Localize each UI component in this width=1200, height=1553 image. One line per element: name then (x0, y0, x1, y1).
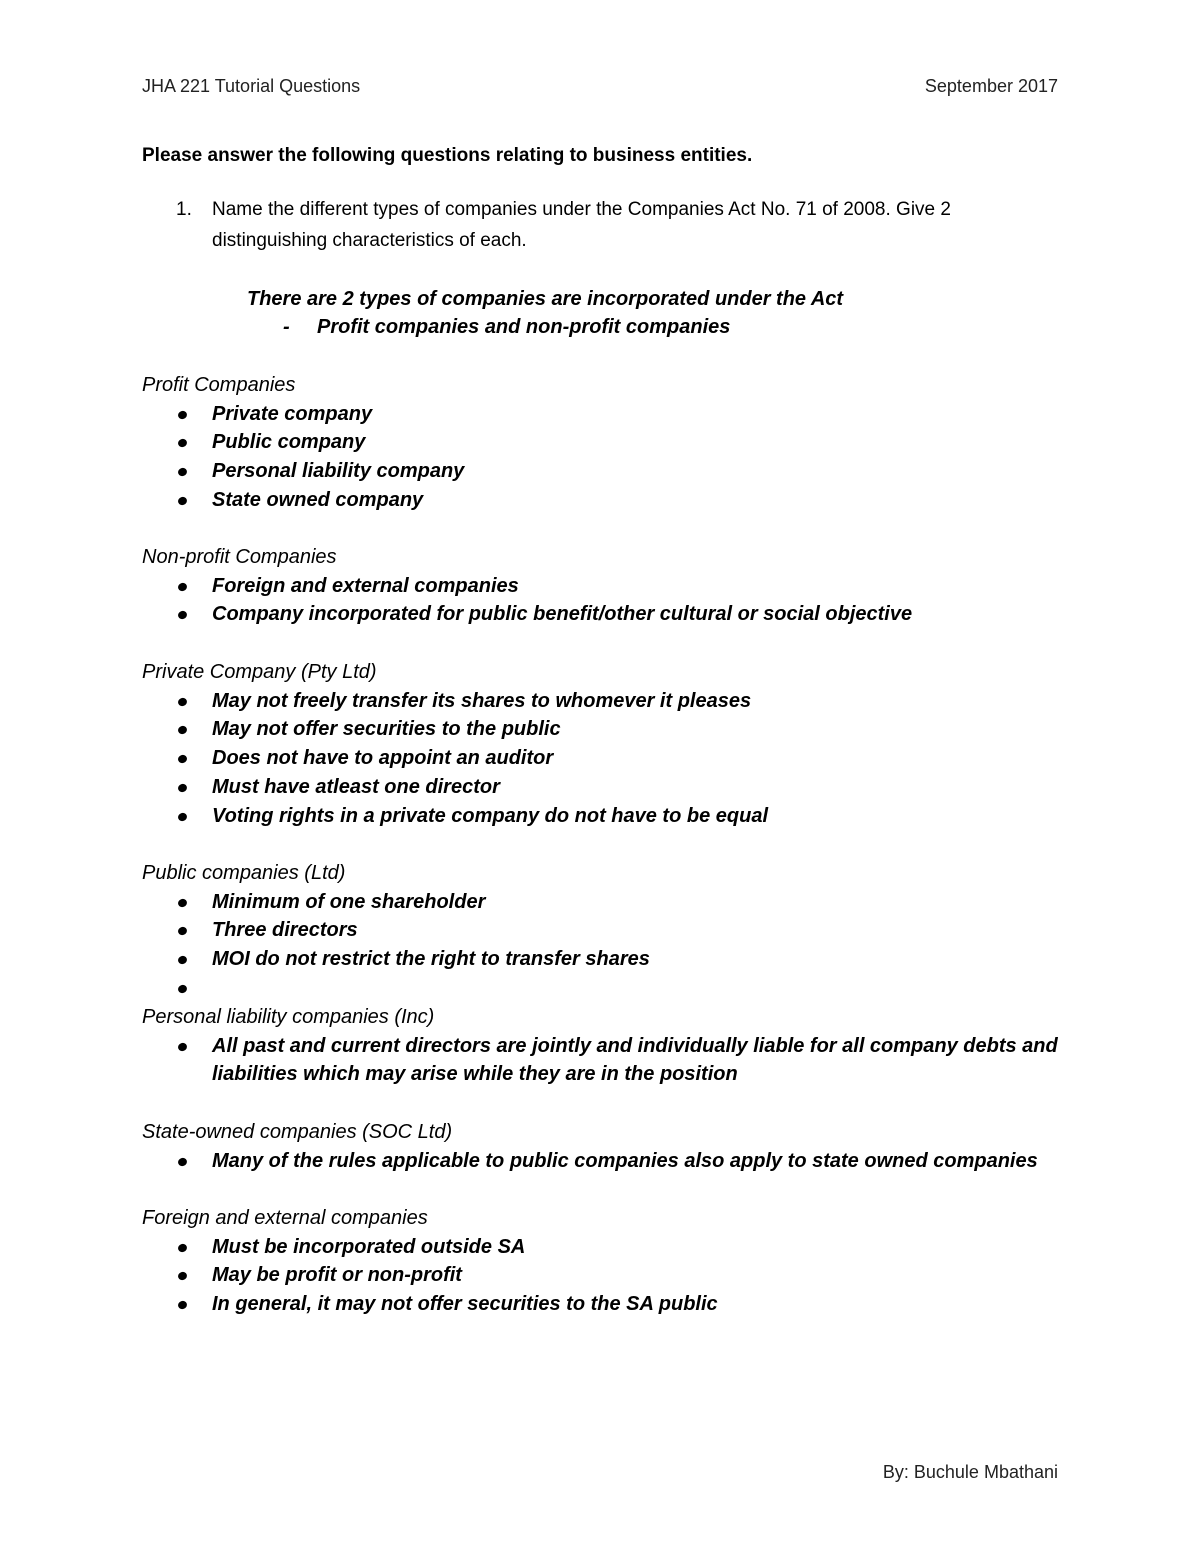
list-item: Voting rights in a private company do not have to be equal (142, 802, 1072, 831)
question-number: 1. (176, 199, 192, 220)
list-item (142, 974, 1072, 1003)
list-item: Company incorporated for public benefit/other cultural or social objective (142, 600, 1072, 629)
section-title: Profit Companies (142, 374, 296, 396)
bullet-list (142, 400, 1072, 515)
bullet-icon (177, 754, 188, 765)
list-item: May not freely transfer its shares to whomever it pleases (142, 687, 1072, 716)
bullet-list (142, 1233, 1072, 1319)
list-item: Foreign and external companies (142, 572, 1072, 601)
bullet-icon (177, 1041, 188, 1052)
list-item: Minimum of one shareholder (142, 888, 1072, 917)
list-item: Must be incorporated outside SA (142, 1233, 1072, 1262)
header-date: September 2017 (924, 76, 1058, 96)
section-state-owned-companies (142, 1118, 1072, 1175)
section-title: State-owned companies (SOC Ltd) (142, 1121, 453, 1143)
bullet-icon (177, 610, 188, 621)
bullet-list (142, 572, 1072, 629)
header-course-title: JHA 221 Tutorial Questions (142, 76, 361, 96)
list-item: In general, it may not offer securities to the SA public (142, 1290, 1072, 1319)
bullet-list (142, 1147, 1072, 1176)
answer-intro: There are 2 types of companies are incorporated under the Act (247, 288, 844, 310)
section-profit-companies (142, 371, 1072, 515)
bullet-icon (177, 984, 188, 995)
list-item: Public company (142, 428, 1072, 457)
bullet-list (142, 888, 1072, 1003)
list-item: Personal liability company (142, 457, 1072, 486)
section-public-companies (142, 859, 1072, 1003)
bullet-icon (177, 955, 188, 966)
footer-author: By: Buchule Mbathani (882, 1462, 1058, 1482)
instruction-text: Please answer the following questions relating to business entities. (142, 145, 753, 166)
list-item: All past and current directors are jointly and individually liable for all company debts and liabilities which may arise while they are in the position (142, 1032, 1072, 1089)
section-non-profit-companies (142, 543, 1072, 629)
list-item: State owned company (142, 486, 1072, 515)
bullet-icon (177, 897, 188, 908)
list-item: Does not have to appoint an auditor (142, 744, 1072, 773)
bullet-icon (177, 783, 188, 794)
bullet-list (142, 687, 1072, 831)
list-item: May not offer securities to the public (142, 715, 1072, 744)
question-1 (142, 194, 1022, 256)
list-item: Many of the rules applicable to public companies also apply to state owned companies (142, 1147, 1072, 1176)
bullet-icon (177, 496, 188, 507)
dash-marker: - (283, 316, 290, 338)
list-item: Private company (142, 400, 1072, 429)
section-private-company (142, 658, 1072, 830)
bullet-icon (177, 1156, 188, 1167)
bullet-icon (177, 1271, 188, 1282)
question-text: Name the different types of companies under the Companies Act No. 71 of 2008. Give 2 distinguishing characteristics of each. (212, 199, 951, 251)
section-title: Foreign and external companies (142, 1207, 428, 1229)
bullet-icon (177, 409, 188, 420)
bullet-icon (177, 1300, 188, 1311)
bullet-icon (177, 811, 188, 822)
section-personal-liability-companies (142, 1003, 1072, 1089)
bullet-icon (177, 1242, 188, 1253)
section-title: Private Company (Pty Ltd) (142, 661, 377, 683)
bullet-list (142, 1032, 1072, 1089)
bullet-icon (177, 926, 188, 937)
list-item: May be profit or non-profit (142, 1261, 1072, 1290)
bullet-icon (177, 467, 188, 478)
section-title: Public companies (Ltd) (142, 862, 346, 884)
section-foreign-external-companies (142, 1204, 1072, 1319)
list-item: MOI do not restrict the right to transfer shares (142, 945, 1072, 974)
section-title: Non-profit Companies (142, 546, 337, 568)
bullet-icon (177, 725, 188, 736)
list-item: Three directors (142, 916, 1072, 945)
bullet-icon (177, 581, 188, 592)
section-title: Personal liability companies (Inc) (142, 1006, 435, 1028)
answer-sub-text: Profit companies and non-profit companies (317, 316, 731, 338)
answer-sub-point (283, 313, 730, 341)
list-item: Must have atleast one director (142, 773, 1072, 802)
bullet-icon (177, 438, 188, 449)
bullet-icon (177, 696, 188, 707)
